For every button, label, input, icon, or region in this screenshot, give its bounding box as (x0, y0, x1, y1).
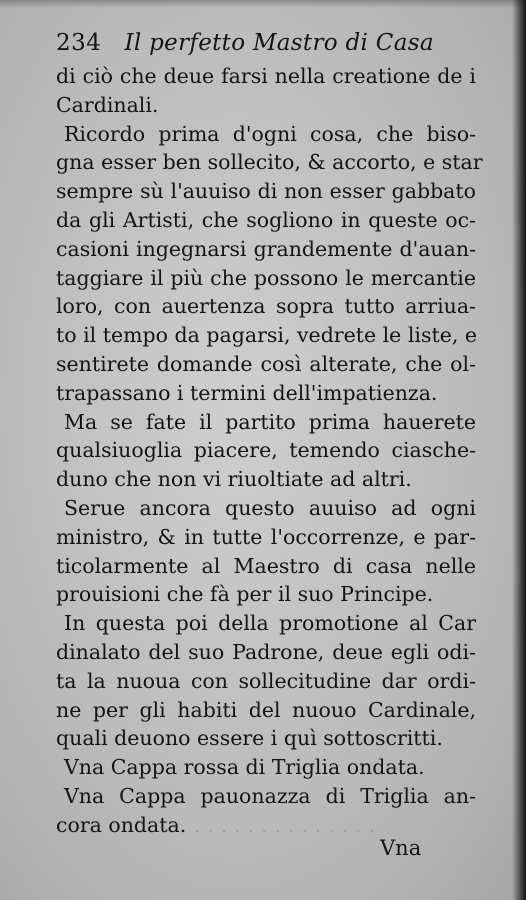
text-line: Serue ancora questo auuiso ad ogni (64, 495, 476, 520)
text-line: Cardinali. (56, 92, 159, 117)
text-line: quali deuono essere i quì sottoscritti. (56, 726, 443, 751)
text-line: In questa poi della promotione al Car (64, 611, 476, 636)
page-top-shadow (0, 0, 526, 8)
text-line: ne per gli habiti del nuouo Cardinale, (56, 697, 476, 722)
text-line: loro, con auertenza sopra tutto arriua- (56, 294, 476, 319)
text-line: Vna Cappa pauonazza di Triglia an- (64, 783, 476, 808)
text-line: da gli Artisti, che sogliono in queste oc- (56, 207, 476, 232)
text-line: Ricordo prima d'ogni cosa, che biso- (64, 121, 476, 146)
text-line: duno che non vi riuoltiate ad altri. (56, 467, 412, 492)
text-line: ta la nuoua con sollecitudine dar ordi- (56, 668, 476, 693)
body-text (56, 62, 483, 840)
text-line: to il tempo da pagarsi, vedrete le liste, e (56, 323, 478, 348)
text-line: taggiare il più che possono le mercantie (56, 265, 476, 290)
text-line: Ma se fate il partito prima hauerete (64, 409, 476, 434)
catchword: Vna (380, 836, 422, 860)
show-through-smudge: . . . . . . . . . . . . . . (194, 815, 376, 837)
page-right-edge-shadow (512, 0, 526, 900)
text-line-content: cora ondata. (56, 812, 187, 837)
page-number: 234 (56, 30, 102, 56)
text-line: dinalato del suo Padrone, deue egli odi- (56, 639, 476, 664)
text-line: qualsiuoglia piacere, temendo ciasche- (56, 438, 476, 463)
text-line: prouisioni che fà per il suo Principe. (56, 582, 434, 607)
text-line: ticolarmente al Maestro di casa nelle (56, 553, 476, 578)
text-line: sempre sù l'auuiso di non esser gabbato (56, 179, 476, 204)
text-line: sentirete domande così alterate, che ol- (56, 351, 476, 376)
text-line: Vna Cappa rossa di Triglia ondata. (64, 755, 425, 780)
text-line: casioni ingegnarsi grandemente d'auan- (56, 236, 476, 261)
text-line: ministro, & in tutte l'occorrenze, e par- (56, 524, 476, 549)
running-title: Il perfetto Mastro di Casa (124, 30, 434, 56)
text-line: trapassano i termini dell'impatienza. (56, 380, 438, 405)
text-line: di ciò che deue farsi nella creatione de i (56, 64, 476, 88)
page-header (56, 30, 476, 60)
text-line: gna esser ben sollecito, & accorto, e star (56, 150, 483, 175)
